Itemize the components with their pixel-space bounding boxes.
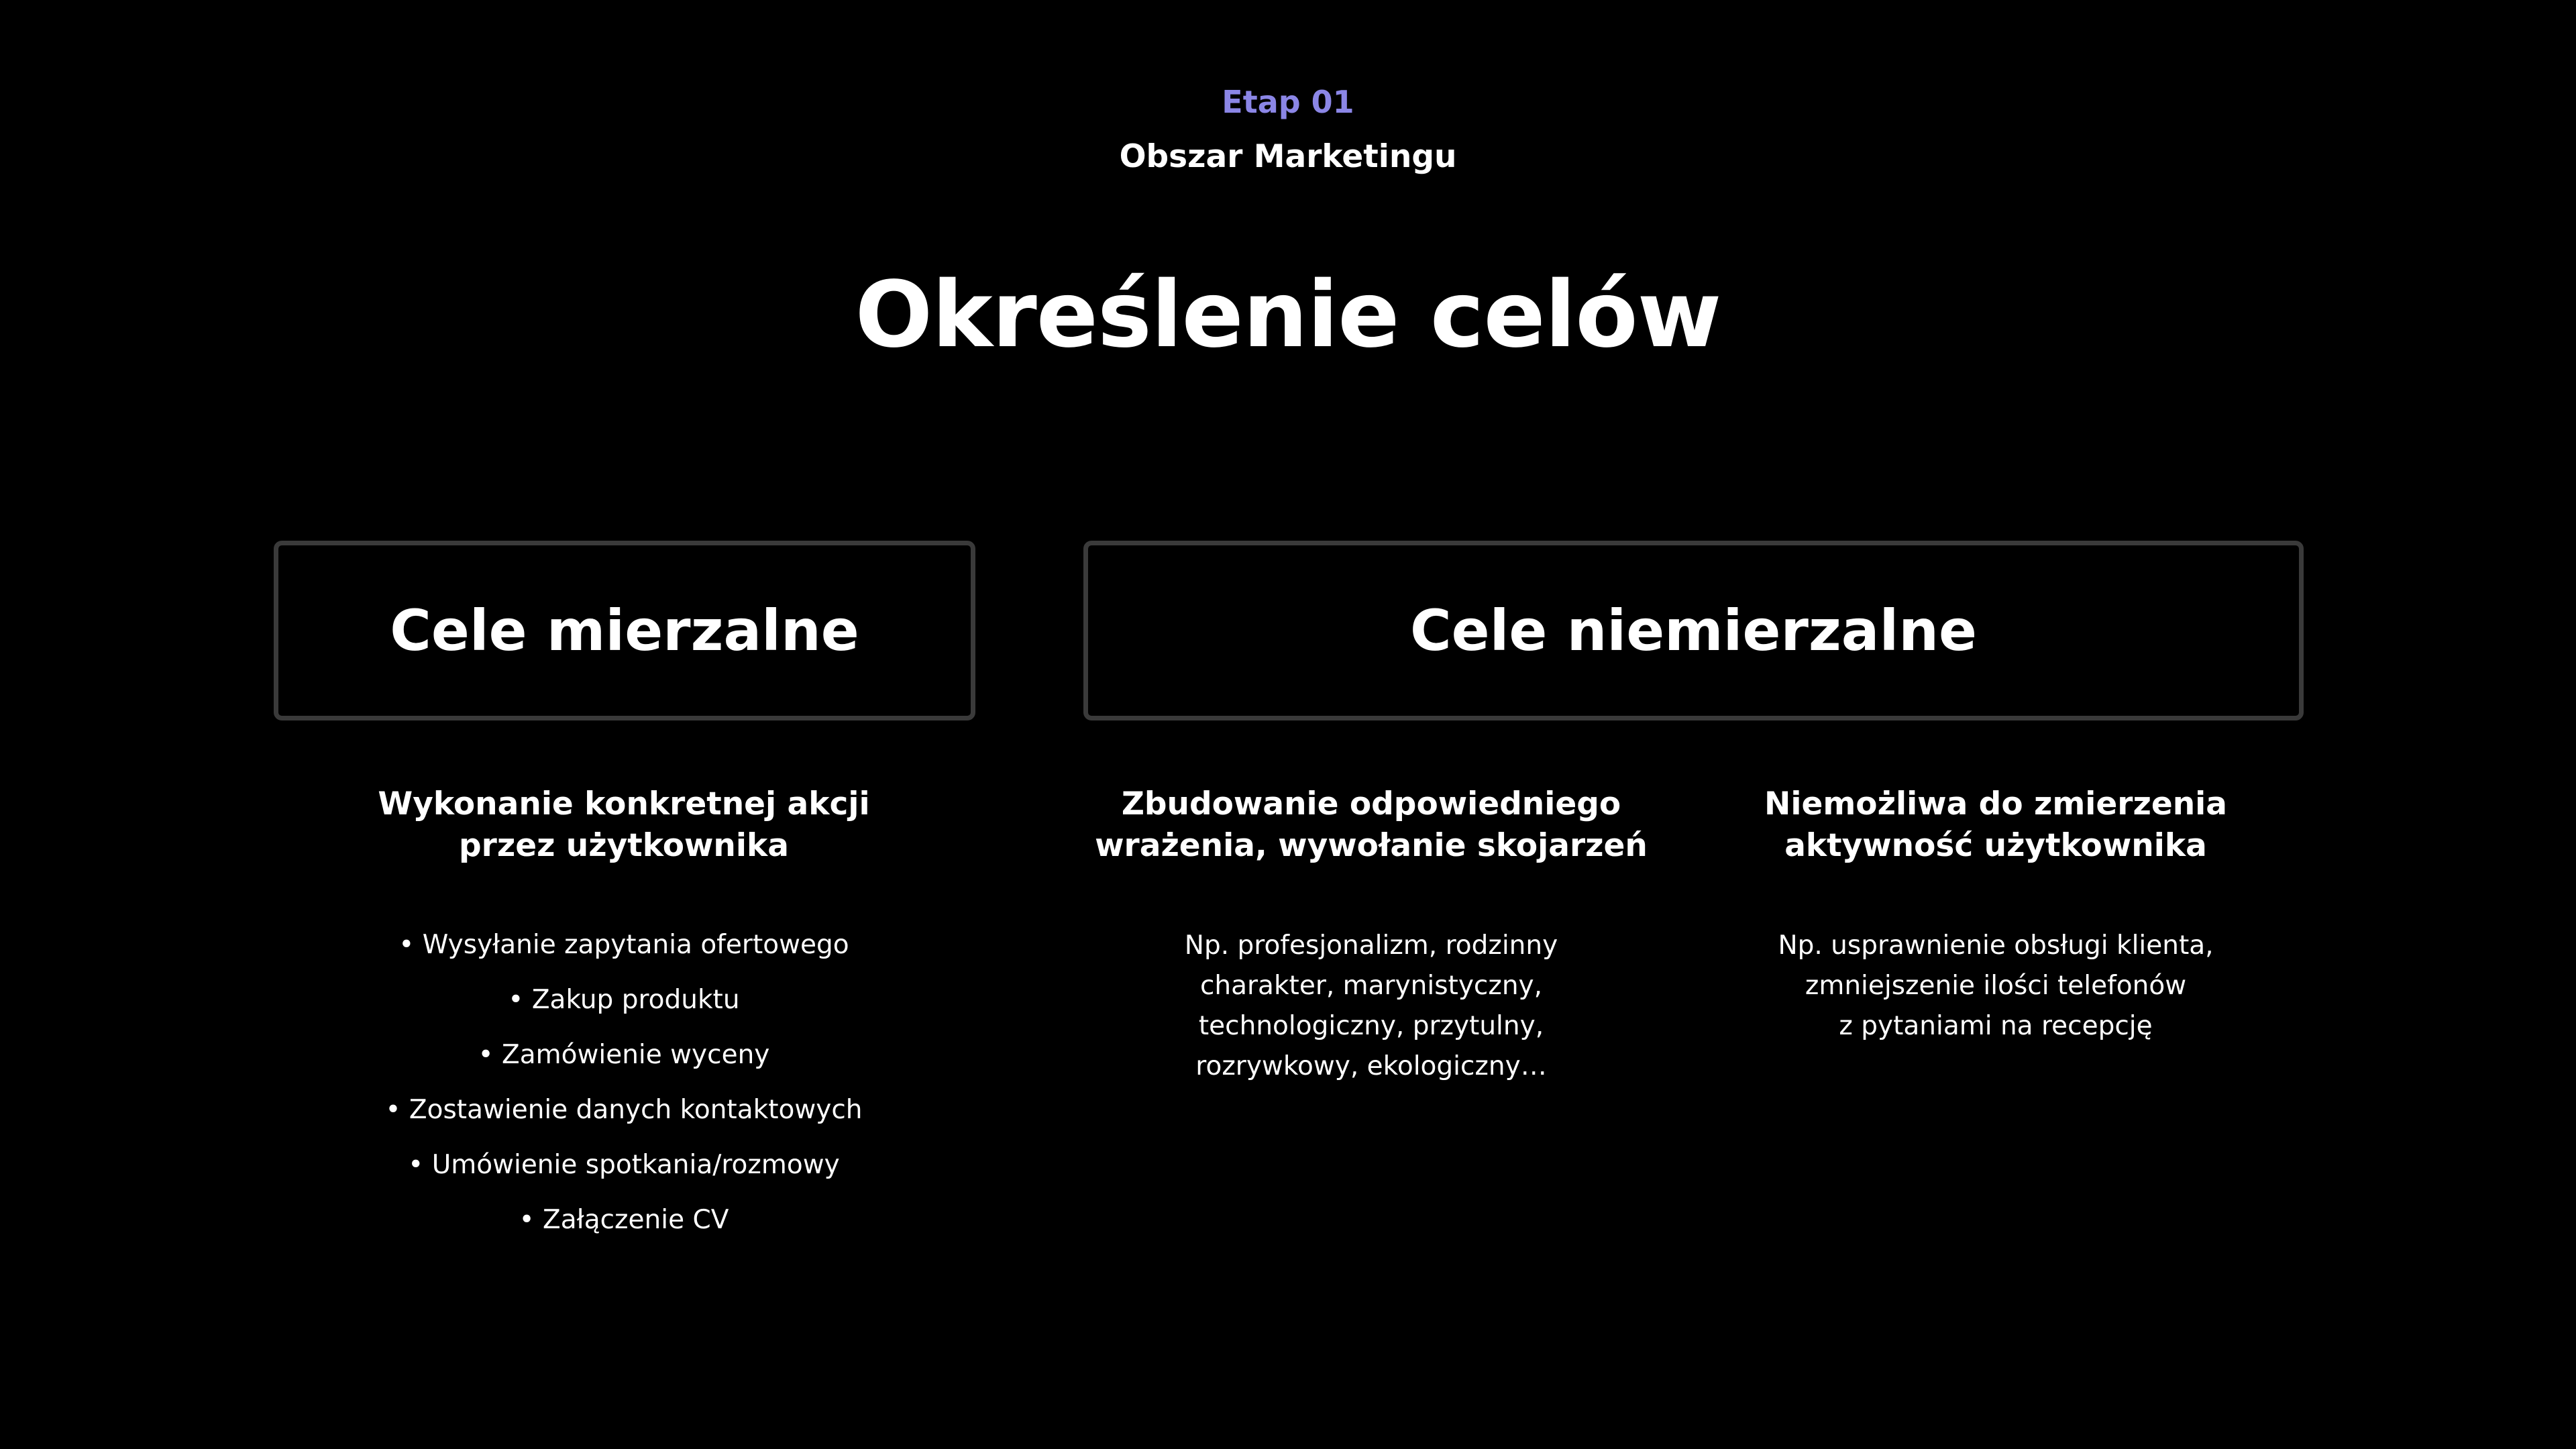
list-item: • Zakup produktu [322, 973, 926, 1028]
impression-goals-column [1069, 784, 1673, 1087]
unmeasurable-goals-label: Cele niemierzalne [1409, 598, 1978, 663]
list-item: • Wysyłanie zapytania ofertowego [322, 918, 926, 973]
activity-goals-column [1694, 784, 2298, 1046]
column-description: Np. profesjonalizm, rodzinny charakter, marynistyczny, technologiczny, przytulny, rozrywkowy, ekologiczny… [1184, 930, 1558, 1081]
page-title: Określenie celów [855, 262, 1721, 368]
column-description: Np. usprawnienie obsługi klienta, zmniejszenie ilości telefonów z pytaniami na recepcję [1778, 930, 2214, 1041]
column-heading: Niemożliwa do zmierzenia aktywność użytkownika [1764, 786, 2227, 864]
list-item: • Zostawienie danych kontaktowych [322, 1083, 926, 1138]
section-subtitle: Obszar Marketingu [1119, 138, 1457, 175]
action-list [322, 918, 926, 1248]
measurable-goals-label: Cele mierzalne [390, 598, 859, 663]
measurable-goals-column [322, 784, 926, 1248]
column-heading: Zbudowanie odpowiedniego wrażenia, wywołanie skojarzeń [1095, 786, 1648, 864]
measurable-goals-box [274, 541, 975, 720]
column-heading: Wykonanie konkretnej akcji przez użytkownika [378, 786, 870, 864]
stage-label: Etap 01 [1222, 84, 1354, 120]
list-item: • Zamówienie wyceny [322, 1028, 926, 1083]
list-item: • Umówienie spotkania/rozmowy [322, 1138, 926, 1193]
list-item: • Załączenie CV [322, 1193, 926, 1248]
unmeasurable-goals-box [1083, 541, 2304, 720]
